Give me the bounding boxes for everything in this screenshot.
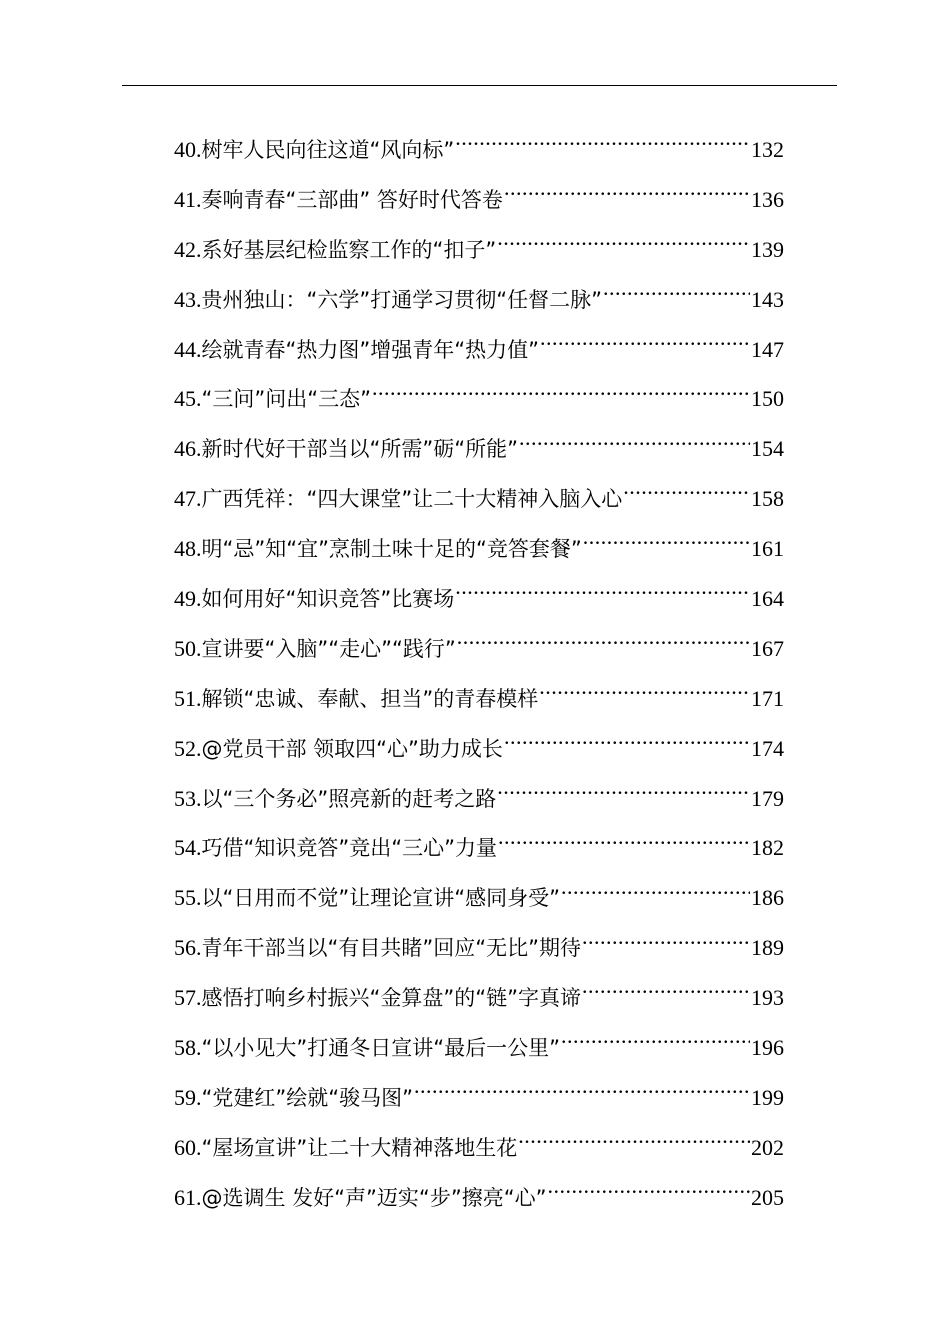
toc-entry-page-number: 150 xyxy=(751,386,784,412)
toc-entry[interactable] xyxy=(174,325,784,375)
toc-entry-title: 解锁“忠诚、奉献、担当”的青春模样 xyxy=(201,686,539,711)
toc-entry[interactable] xyxy=(174,724,784,774)
toc-entry[interactable] xyxy=(174,1123,784,1173)
toc-entry-dot-leader xyxy=(504,734,750,756)
toc-entry-dot-leader xyxy=(583,534,750,556)
toc-entry-number: 50. xyxy=(174,635,202,661)
toc-entry[interactable] xyxy=(174,474,784,524)
toc-entry-title: “以小见大”打通冬日宣讲“最后一公里” xyxy=(201,1036,561,1061)
toc-entry-title: 绘就青春“热力图”增强青年“热力值” xyxy=(201,337,540,362)
toc-entry[interactable] xyxy=(174,225,784,275)
toc-entry-page-number: 158 xyxy=(751,486,784,512)
toc-entry-dot-leader xyxy=(519,434,750,456)
toc-entry-page-number: 202 xyxy=(751,1134,784,1160)
toc-entry-number: 43. xyxy=(174,286,202,312)
toc-entry-title: 明“忌”知“宜”烹制土味十足的“竞答套餐” xyxy=(201,537,582,562)
toc-entry-title: 青年干部当以“有目共睹”回应“无比”期待 xyxy=(201,936,582,961)
toc-entry-number: 59. xyxy=(174,1084,202,1110)
toc-entry-page-number: 139 xyxy=(751,236,784,262)
toc-entry-title: 贵州独山：“六学”打通学习贯彻“任督二脉” xyxy=(201,287,603,312)
toc-entry-page-number: 196 xyxy=(751,1035,784,1061)
toc-entry-title: 系好基层纪检监察工作的“扣子” xyxy=(201,237,497,262)
toc-entry[interactable] xyxy=(174,923,784,973)
toc-entry-page-number: 186 xyxy=(751,885,784,911)
toc-entry-title: 如何用好“知识竞答”比赛场 xyxy=(201,587,455,612)
toc-entry-number: 49. xyxy=(174,586,202,612)
toc-entry-dot-leader xyxy=(497,235,750,257)
toc-entry-dot-leader xyxy=(547,1183,750,1205)
toc-entry-title: 树牢人民向往这道“风向标” xyxy=(201,138,455,162)
toc-entry-dot-leader xyxy=(540,335,750,357)
toc-entry-dot-leader xyxy=(498,833,750,855)
toc-entry-page-number: 205 xyxy=(751,1184,784,1210)
toc-entry-number: 45. xyxy=(174,386,202,412)
toc-entry-number: 54. xyxy=(174,835,202,861)
toc-entry-number: 53. xyxy=(174,785,202,811)
toc-entry-page-number: 154 xyxy=(751,436,784,462)
toc-entry-number: 47. xyxy=(174,486,202,512)
toc-entry-dot-leader xyxy=(518,1133,750,1155)
toc-entry[interactable] xyxy=(174,774,784,824)
toc-entry-dot-leader xyxy=(582,983,750,1005)
toc-entry-title: 广西凭祥：“四大课堂”让二十大精神入脑入心 xyxy=(201,487,623,512)
toc-entry-number: 52. xyxy=(174,735,202,761)
toc-entry[interactable] xyxy=(174,374,784,424)
toc-entry-dot-leader xyxy=(561,1033,750,1055)
toc-entry[interactable] xyxy=(174,275,784,325)
toc-entry-page-number: 171 xyxy=(751,685,784,711)
toc-entry-dot-leader xyxy=(497,784,750,806)
toc-entry-page-number: 193 xyxy=(751,985,784,1011)
toc-entry-dot-leader xyxy=(414,1083,750,1105)
toc-entry[interactable] xyxy=(174,524,784,574)
toc-entry-page-number: 189 xyxy=(751,935,784,961)
toc-entry-page-number: 167 xyxy=(751,635,784,661)
toc-entry[interactable] xyxy=(174,574,784,624)
header-rule xyxy=(122,85,837,86)
toc-entry-dot-leader xyxy=(623,484,750,506)
toc-entry-dot-leader xyxy=(455,584,750,606)
toc-entry-title: “党建红”绘就“骏马图” xyxy=(201,1085,414,1110)
toc-entry[interactable] xyxy=(174,624,784,674)
toc-entry-title: 以“日用而不觉”让理论宣讲“感同身受” xyxy=(201,886,561,911)
toc-entry-number: 57. xyxy=(174,985,202,1011)
toc-entry[interactable] xyxy=(174,424,784,474)
toc-entry-dot-leader xyxy=(455,135,750,157)
toc-entry-page-number: 132 xyxy=(751,137,784,162)
toc-entry-dot-leader xyxy=(582,933,750,955)
toc-entry-dot-leader xyxy=(539,684,750,706)
toc-entry-number: 56. xyxy=(174,935,202,961)
toc-entry-page-number: 174 xyxy=(751,735,784,761)
toc-entry-number: 51. xyxy=(174,685,202,711)
toc-entry-dot-leader xyxy=(603,285,750,307)
toc-entry[interactable] xyxy=(174,674,784,724)
toc-entry-title: 巧借“知识竞答”竞出“三心”力量 xyxy=(201,836,498,861)
toc-entry[interactable] xyxy=(174,973,784,1023)
toc-entry-page-number: 199 xyxy=(751,1084,784,1110)
toc-entry-dot-leader xyxy=(457,634,750,656)
toc-entry-number: 40. xyxy=(174,137,202,162)
toc-entry[interactable] xyxy=(174,1073,784,1123)
toc-entry-number: 42. xyxy=(174,236,202,262)
toc-entry-number: 55. xyxy=(174,885,202,911)
toc-entry-number: 48. xyxy=(174,536,202,562)
toc-entry-page-number: 136 xyxy=(751,186,784,212)
toc-entry-title: “屋场宣讲”让二十大精神落地生花 xyxy=(201,1135,518,1160)
toc-entry-dot-leader xyxy=(372,384,750,406)
toc-entry-page-number: 182 xyxy=(751,835,784,861)
toc-entry[interactable] xyxy=(174,1173,784,1223)
toc-entry-title: @选调生 发好“声”迈实“步”擦亮“心” xyxy=(201,1185,547,1210)
toc-entry-number: 46. xyxy=(174,436,202,462)
toc-entry-number: 61. xyxy=(174,1184,202,1210)
toc-entry[interactable] xyxy=(174,175,784,225)
toc-entry[interactable] xyxy=(174,125,784,175)
toc-entry-title: 宣讲要“入脑”“走心”“践行” xyxy=(201,636,456,661)
toc-entry-title: 感悟打响乡村振兴“金算盘”的“链”字真谛 xyxy=(201,986,582,1011)
toc-entry-title: @党员干部 领取四“心”助力成长 xyxy=(201,736,503,761)
toc-entry-title: 新时代好干部当以“所需”砺“所能” xyxy=(201,437,519,462)
toc-entry-dot-leader xyxy=(504,185,750,207)
toc-entry-number: 41. xyxy=(174,186,202,212)
toc-entry-dot-leader xyxy=(561,883,750,905)
toc-entry[interactable] xyxy=(174,873,784,923)
toc-entry[interactable] xyxy=(174,823,784,873)
table-of-contents xyxy=(174,125,784,1223)
toc-entry-title: “三问”问出“三态” xyxy=(201,387,372,412)
toc-entry-title: 以“三个务必”照亮新的赶考之路 xyxy=(201,786,497,811)
toc-entry-number: 44. xyxy=(174,336,202,362)
toc-entry-page-number: 179 xyxy=(751,785,784,811)
toc-entry-number: 58. xyxy=(174,1035,202,1061)
toc-entry-page-number: 143 xyxy=(751,286,784,312)
toc-entry-page-number: 164 xyxy=(751,586,784,612)
toc-entry-page-number: 161 xyxy=(751,536,784,562)
toc-entry-page-number: 147 xyxy=(751,336,784,362)
toc-entry-title: 奏响青春“三部曲” 答好时代答卷 xyxy=(201,187,503,212)
toc-entry-number: 60. xyxy=(174,1134,202,1160)
toc-entry[interactable] xyxy=(174,1023,784,1073)
